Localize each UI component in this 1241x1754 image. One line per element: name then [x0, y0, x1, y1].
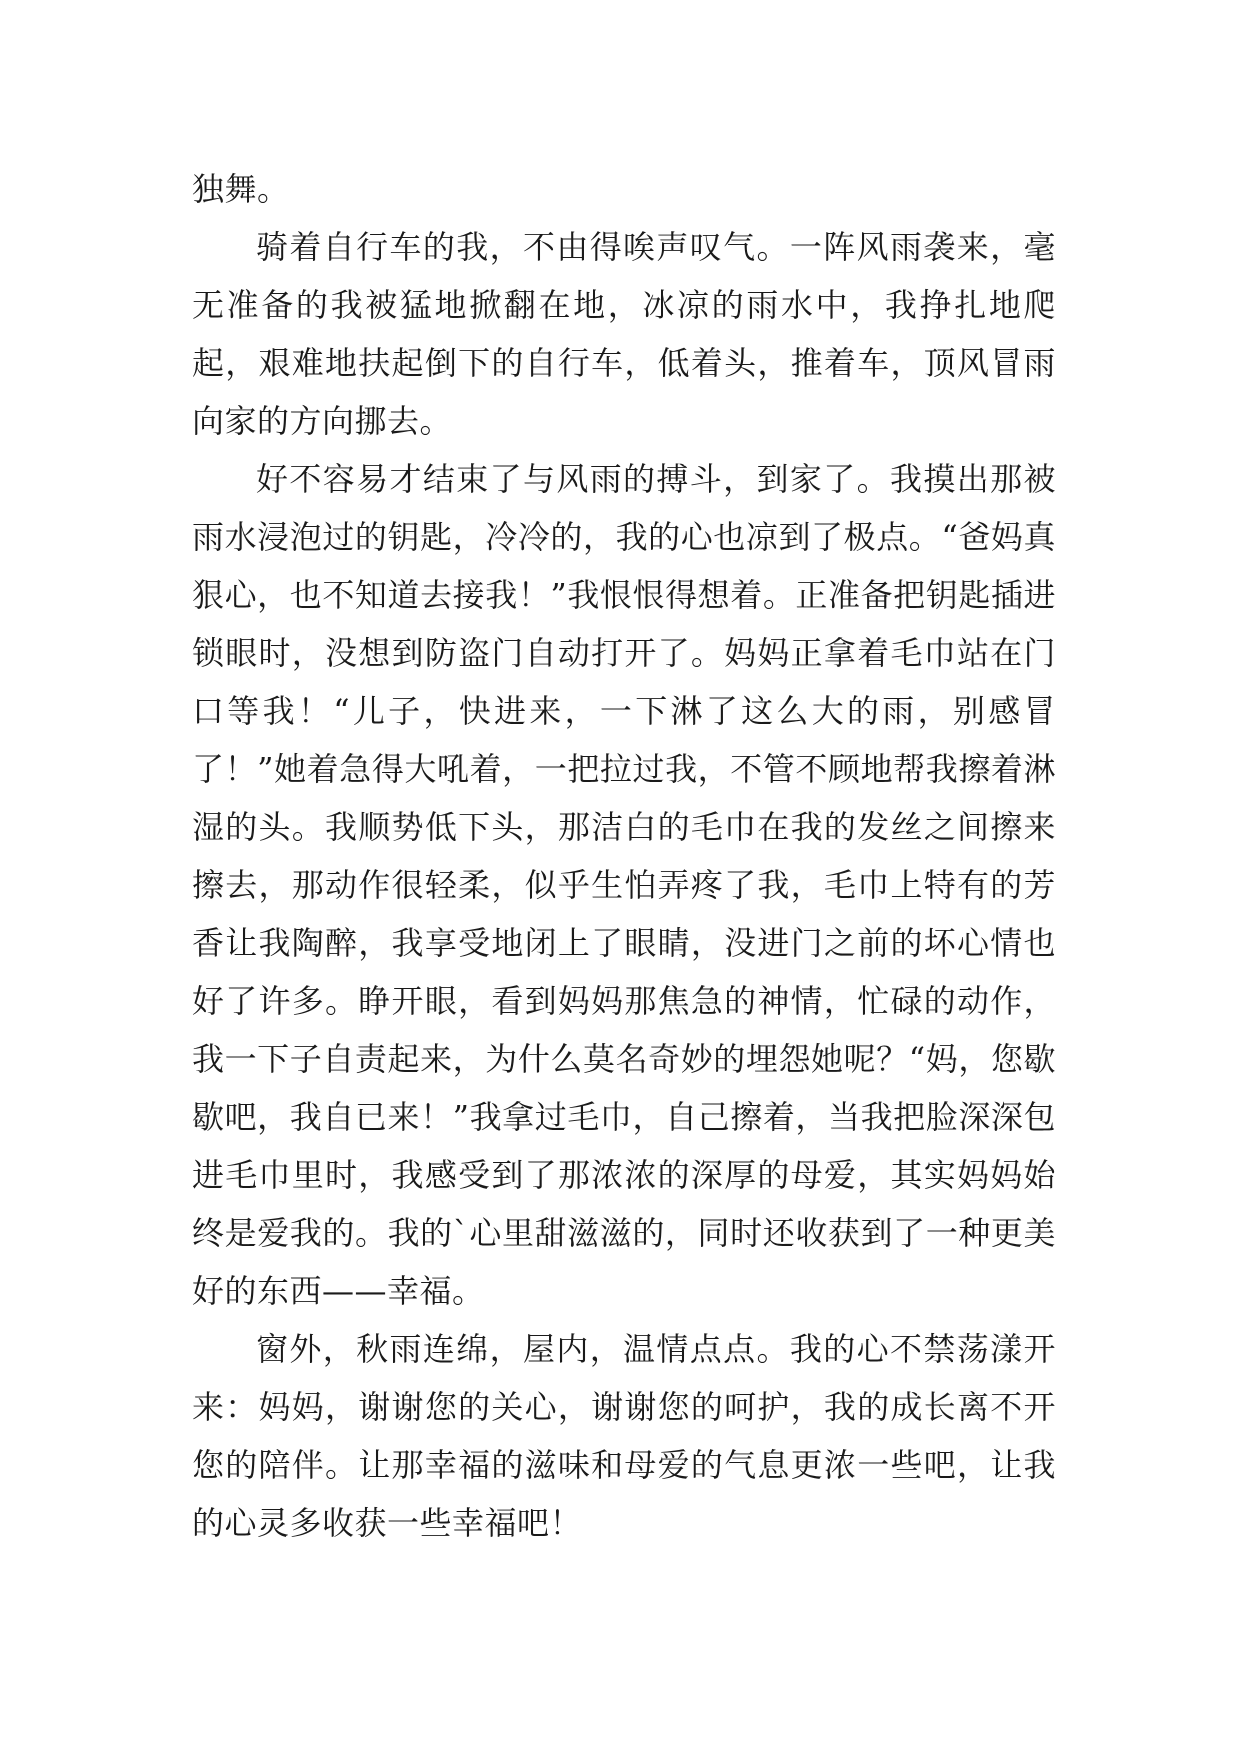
paragraph-continuation: 独舞。	[192, 170, 290, 208]
paragraph-arriving-home: 好不容易才结束了与风雨的搏斗，到家了。我摸出那被雨水浸泡过的钥匙，冷冷的，我的心也凉到了极点。“爸妈真狠心，也不知道去接我！”我恨恨得想着。正准备把钥匙插进锁眼时，没想到防盗门自动打开了。妈妈正拿着毛巾站在门口等我！“儿子，快进来，一下淋了这么大的雨，别感冒了！”她着急得大吼着，一把拉过我，不管不顾地帮我擦着淋湿的头。我顺势低下头，那洁白的毛巾在我的发丝之间擦来擦去，那动作很轻柔，似乎生怕弄疼了我，毛巾上特有的芳香让我陶醉，我享受地闭上了眼睛，没进门之前的坏心情也好了许多。睁开眼，看到妈妈那焦急的神情，忙碌的动作，我一下子自责起来，为什么莫名奇妙的埋怨她呢？“妈，您歇歇吧，我自已来！”我拿过毛巾，自己擦着，当我把脸深深包进毛巾里时，我感受到了那浓浓的深厚的母爱，其实妈妈始终是爱我的。我的`心里甜滋滋的，同时还收获到了一种更美好的东西——幸福。	[192, 460, 1056, 1310]
document-body	[192, 160, 1056, 1552]
paragraph-bicycle-rain: 骑着自行车的我，不由得唉声叹气。一阵风雨袭来，毫无准备的我被猛地掀翻在地，冰凉的雨水中，我挣扎地爬起，艰难地扶起倒下的自行车，低着头，推着车，顶风冒雨向家的方向挪去。	[192, 228, 1056, 440]
paragraph-conclusion: 窗外，秋雨连绵，屋内，温情点点。我的心不禁荡漾开来：妈妈，谢谢您的关心，谢谢您的呵护，我的成长离不开您的陪伴。让那幸福的滋味和母爱的气息更浓一些吧，让我的心灵多收获一些幸福吧！	[192, 1330, 1056, 1542]
